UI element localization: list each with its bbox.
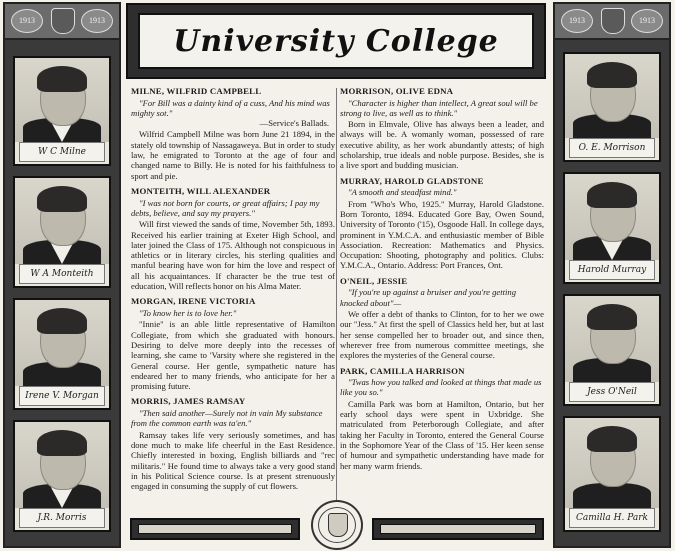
entry-body: Ramsay takes life very seriously sometimes, and has done much to make life cheerful in the East Residence. Chiefly interested in boxing, English billiards and "rec militaris." He found time to always take a very good stand in his Political Science course. Is at present strenuously engaged in consuming the supply of cut flowers. bbox=[131, 429, 335, 492]
bio-entry bbox=[340, 276, 544, 361]
portrait-monteith bbox=[13, 176, 111, 288]
page-title: University College bbox=[173, 24, 499, 59]
bio-entry bbox=[131, 396, 335, 491]
entry-body: Born in Elmvale, Olive has always been a leader, and always will be. A womanly woman, possessed of rare executive ability, as her work abundantly attests; of high scholarship, true ideals and noble purpose. Besides, she is a live sport and budding musician. bbox=[340, 119, 544, 171]
bottom-ornament-right bbox=[372, 518, 544, 540]
entry-quote: "Then said another—Surely not in vain My substance from the common earth was ta'en." bbox=[131, 408, 323, 429]
entry-quote-source: —Service's Ballads. bbox=[259, 118, 329, 129]
year-badge-right: 1913 bbox=[81, 9, 113, 33]
bio-entry bbox=[131, 186, 335, 291]
portrait-morrison bbox=[563, 52, 661, 162]
entry-quote: "If you're up against a bruiser and you're getting knocked about"— bbox=[340, 287, 517, 308]
university-seal-icon bbox=[311, 500, 363, 550]
right-text-column bbox=[340, 86, 544, 476]
title-panel bbox=[138, 13, 534, 69]
portrait-park bbox=[563, 416, 661, 532]
crest-icon bbox=[601, 8, 625, 34]
right-strip-header bbox=[555, 4, 669, 40]
bio-entry bbox=[340, 176, 544, 271]
signature: Irene V. Morgan bbox=[19, 386, 105, 406]
portrait-oneil bbox=[563, 294, 661, 406]
left-strip-header bbox=[5, 4, 119, 40]
year-badge-right: 1913 bbox=[631, 9, 663, 33]
bottom-ornament-left bbox=[130, 518, 300, 540]
portrait-photo bbox=[15, 422, 109, 508]
entry-body: Camilla Park was born at Hamilton, Ontario, but her early school days were spent in Uxbridge. She matriculated from Peterborough Collegiate, and after taking her Faculty in Toronto, entered the General Course in the Sophomore Year of the Class of '15. Her keen sense of humour and sympathetic understanding have made for her many warm friends. bbox=[340, 398, 544, 471]
portrait-photo bbox=[565, 174, 659, 260]
portrait-photo bbox=[565, 54, 659, 138]
entry-body: From "Who's Who, 1925." Murray, Harold Gladstone. Born Toronto, 1894. Educated Gore Bay, Owen Sound, University of Toronto ('15), Osgoode Hall. In college days, prominent in Y.M.C.A. and enthusiastic member of Bible Association. Recreation: Mathematics and Physics. Occupation: Shooting, photography and politics. Clubs: Y.M.C.A., Ontario. Address: Port Frances, Ont. bbox=[340, 198, 544, 271]
entry-quote: "Twas how you talked and looked at things that made us like you so." bbox=[340, 377, 542, 398]
bio-entry bbox=[340, 86, 544, 171]
portrait-photo bbox=[15, 300, 109, 386]
right-portrait-strip bbox=[553, 2, 671, 548]
entry-body: Will first viewed the sands of time, November 5th, 1893. Received his earlier training at Exeter High School, and later joined the Class of 175. Although not conspicuous in athletics or in literary circles, his sterling qualities and manful bearing have won for him the love and respect of all his acquaintances. If character be the true test of education, Will reflects honor on his Alma Mater. bbox=[131, 219, 335, 292]
left-text-column bbox=[131, 86, 335, 497]
entry-quote: "A smooth and steadfast mind." bbox=[348, 187, 457, 198]
portrait-photo bbox=[565, 418, 659, 508]
portrait-photo bbox=[15, 58, 109, 142]
entry-quote: "To know her is to love her." bbox=[139, 307, 237, 318]
left-portrait-strip bbox=[3, 2, 121, 548]
entry-name: MILNE, WILFRID CAMPBELL bbox=[131, 86, 262, 96]
portrait-morris bbox=[13, 420, 111, 532]
entry-name: MORRIS, JAMES RAMSAY bbox=[131, 396, 246, 407]
portrait-milne bbox=[13, 56, 111, 166]
signature: O. E. Morrison bbox=[569, 138, 655, 158]
signature: W C Milne bbox=[19, 142, 105, 162]
bio-entry bbox=[340, 366, 544, 471]
entry-name: PARK, CAMILLA HARRISON bbox=[340, 365, 465, 376]
signature: Jess O'Neil bbox=[569, 382, 655, 402]
entry-quote: "For Bill was a dainty kind of a cuss, And his mind was mighty sot." bbox=[131, 97, 330, 118]
signature: Harold Murray bbox=[569, 260, 655, 280]
entry-body: We offer a debt of thanks to Clinton, for to her we owe our "Jess." At first the spell of Classics held her, but at last her sense compelled her to broader out, and since then, wherever free from numerous committee meetings, she explores the mysteries of the General course. bbox=[340, 308, 544, 361]
entry-name: MURRAY, HAROLD GLADSTONE bbox=[340, 175, 484, 186]
crest-icon bbox=[51, 8, 75, 34]
entry-name: MORGAN, IRENE VICTORIA bbox=[131, 296, 256, 307]
signature: W A Monteith bbox=[19, 264, 105, 284]
portrait-morgan bbox=[13, 298, 111, 410]
entry-quote: "Character is higher than intellect, A great soul will be strong to live, as well as to think." bbox=[340, 97, 538, 118]
entry-name: O'NEIL, JESSIE bbox=[340, 275, 408, 286]
portrait-murray bbox=[563, 172, 661, 284]
portrait-photo bbox=[565, 296, 659, 382]
column-divider bbox=[336, 88, 337, 508]
bio-entry bbox=[131, 86, 335, 181]
signature: Camilla H. Park bbox=[569, 508, 655, 528]
year-badge-left: 1913 bbox=[11, 9, 43, 33]
entry-name: MORRISON, OLIVE EDNA bbox=[340, 86, 454, 96]
year-badge-left: 1913 bbox=[561, 9, 593, 33]
entry-quote: "I was not born for courts, or great affairs; I pay my debts, believe, and say my prayers." bbox=[131, 197, 320, 218]
entry-body: Wilfrid Campbell Milne was born June 21 1894, in the stately old township of Nassagaweya. But in order to study law, he emigrated to Toronto at the age of four and changed name to Billy. He is noted for his faithfulness to sport and pie. bbox=[131, 129, 335, 181]
title-banner bbox=[126, 3, 546, 79]
signature: J.R. Morris bbox=[19, 508, 105, 528]
bio-entry bbox=[131, 296, 335, 391]
entry-body: "Innie" is an able little representative of Hamilton Collegiate, from which she graduated with honours. Desiring to delve more deeply into the recesses of learning, she came to 'Varsity where she registered in the General course. Her gentle, sympathetic nature has endeared her to many friends, who anticipate for her a promising future. bbox=[131, 319, 335, 392]
portrait-photo bbox=[15, 178, 109, 264]
entry-name: MONTEITH, WILL ALEXANDER bbox=[131, 186, 271, 197]
